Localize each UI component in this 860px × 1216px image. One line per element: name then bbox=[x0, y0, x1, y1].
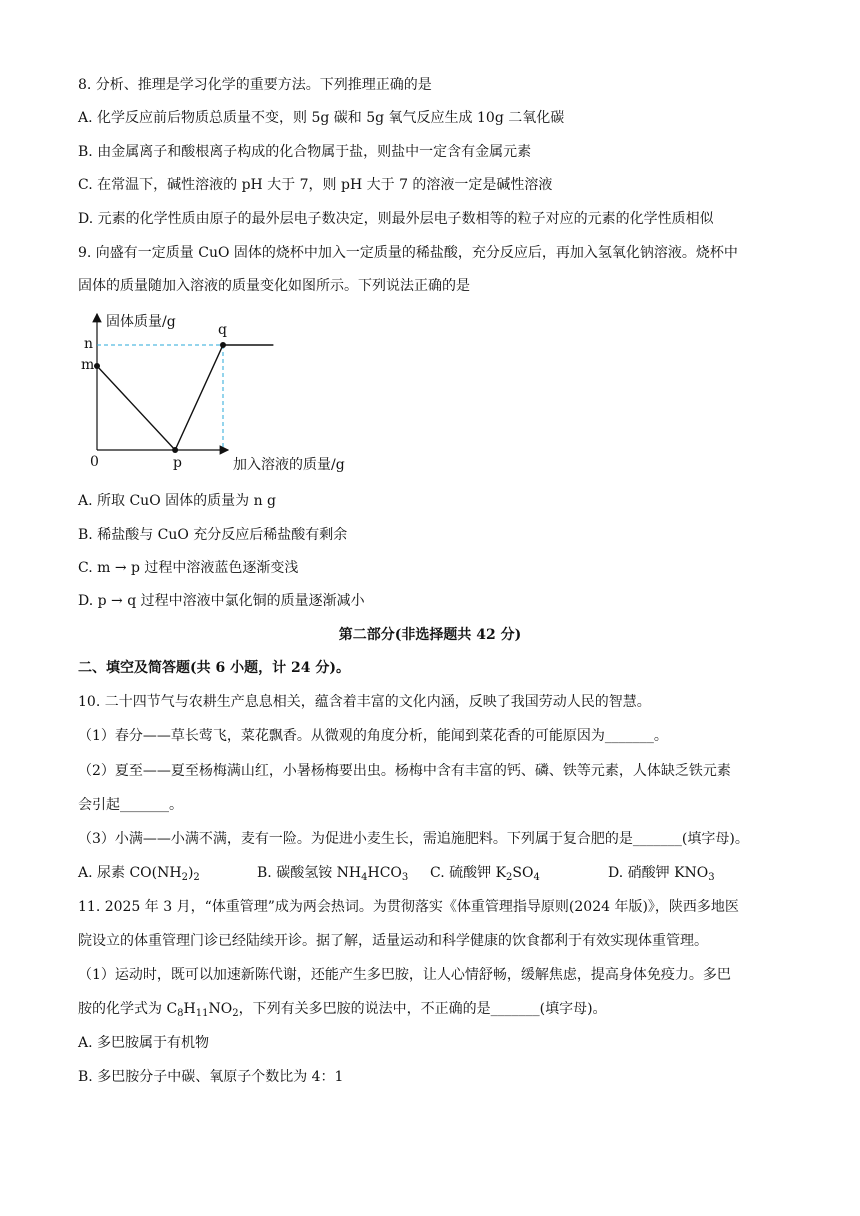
q8-option-a: A. 化学反应前后物质总质量不变，则 5g 碳和 5g 氧气反应生成 10g 二氧化碳 bbox=[78, 110, 565, 126]
q10-option-c: C. 硫酸钾 $K_2SO_4$ bbox=[430, 865, 540, 883]
q8-option-b: B. 由金属离子和酸根离子构成的化合物属于盐，则盐中一定含有金属元素 bbox=[78, 144, 532, 160]
p-label: p bbox=[173, 455, 182, 471]
m-label: m bbox=[81, 357, 95, 373]
q11-option-b: B. 多巴胺分子中碳、氧原子个数比为 4：1 bbox=[78, 1069, 344, 1085]
q-label: q bbox=[218, 322, 227, 338]
part-two-title: 第二部分(非选择题共 42 分) bbox=[338, 627, 522, 643]
q11-sub1-line2: 胺的化学式为 $C_8H_{11}NO_2$，下列有关多巴胺的说法中，不正确的是_______(填字母)。 bbox=[78, 1001, 607, 1019]
q11-stem-line1: 11. 2025 年 3 月，“体重管理”成为两会热词。为贯彻落实《体重管理指导原则(2024 年版)》，陕西多地医 bbox=[78, 899, 739, 915]
q9-option-d: D. p → q 过程中溶液中氯化铜的质量逐渐减小 bbox=[78, 593, 365, 609]
point-q bbox=[220, 342, 226, 348]
q10-stem: 10. 二十四节气与农耕生产息息相关，蕴含着丰富的文化内涵，反映了我国劳动人民的智慧。 bbox=[78, 694, 651, 710]
q9-option-a: A. 所取 CuO 固体的质量为 n g bbox=[78, 493, 276, 509]
n-label: n bbox=[84, 336, 94, 352]
point-p bbox=[172, 447, 178, 453]
q8-option-c: C. 在常温下，碱性溶液的 pH 大于 7，则 pH 大于 7 的溶液一定是碱性溶液 bbox=[78, 177, 553, 193]
q10-option-d: D. 硝酸钾 $KNO_3$ bbox=[608, 865, 715, 883]
q10-option-b: B. 碳酸氢铵 $NH_4HCO_3$ bbox=[257, 865, 409, 883]
q9-option-c: C. m → p 过程中溶液蓝色逐渐变浅 bbox=[78, 560, 299, 576]
q10-sub2-line2: 会引起_______。 bbox=[78, 797, 183, 813]
q10-sub3: （3）小满——小满不满，麦有一险。为促进小麦生长，需追施肥料。下列属于复合肥的是_______(填字母)。 bbox=[78, 831, 749, 847]
origin-label: 0 bbox=[90, 454, 99, 470]
q11-option-a: A. 多巴胺属于有机物 bbox=[78, 1035, 210, 1051]
section-title: 二、填空及简答题(共 6 小题，计 24 分)。 bbox=[78, 660, 350, 676]
q9-stem-line1: 9. 向盛有一定质量 CuO 固体的烧杯中加入一定质量的稀盐酸，充分反应后，再加入氢氧化钠溶液。烧杯中 bbox=[78, 245, 738, 261]
solid-mass-chart bbox=[78, 306, 378, 476]
q10-sub1: （1）春分——草长莺飞，菜花飘香。从微观的角度分析，能闻到菜花香的可能原因为_______。 bbox=[78, 728, 668, 744]
q9-option-b: B. 稀盐酸与 CuO 充分反应后稀盐酸有剩余 bbox=[78, 527, 348, 543]
y-axis-label: 固体质量/g bbox=[106, 314, 176, 330]
q10-sub2-line1: （2）夏至——夏至杨梅满山红，小暑杨梅要出虫。杨梅中含有丰富的钙、磷、铁等元素，人体缺乏铁元素 bbox=[78, 763, 731, 779]
q11-sub1-line1: （1）运动时，既可以加速新陈代谢，还能产生多巴胺，让人心情舒畅，缓解焦虑，提高身体免疫力。多巴 bbox=[78, 967, 731, 983]
q8-stem: 8. 分析、推理是学习化学的重要方法。下列推理正确的是 bbox=[78, 77, 432, 93]
q10-option-a: A. 尿素 $CO(NH_2)_2$ bbox=[78, 865, 200, 883]
q9-stem-line2: 固体的质量随加入溶液的质量变化如图所示。下列说法正确的是 bbox=[78, 278, 470, 294]
q8-option-d: D. 元素的化学性质由原子的最外层电子数决定，则最外层电子数相等的粒子对应的元素的化学性质相似 bbox=[78, 211, 714, 227]
q11-stem-line2: 院设立的体重管理门诊已经陆续开诊。据了解，适量运动和科学健康的饮食都利于有效实现体重管理。 bbox=[78, 933, 708, 949]
point-m bbox=[94, 363, 100, 369]
x-axis-label: 加入溶液的质量/g bbox=[233, 457, 345, 473]
mass-curve bbox=[97, 345, 273, 450]
